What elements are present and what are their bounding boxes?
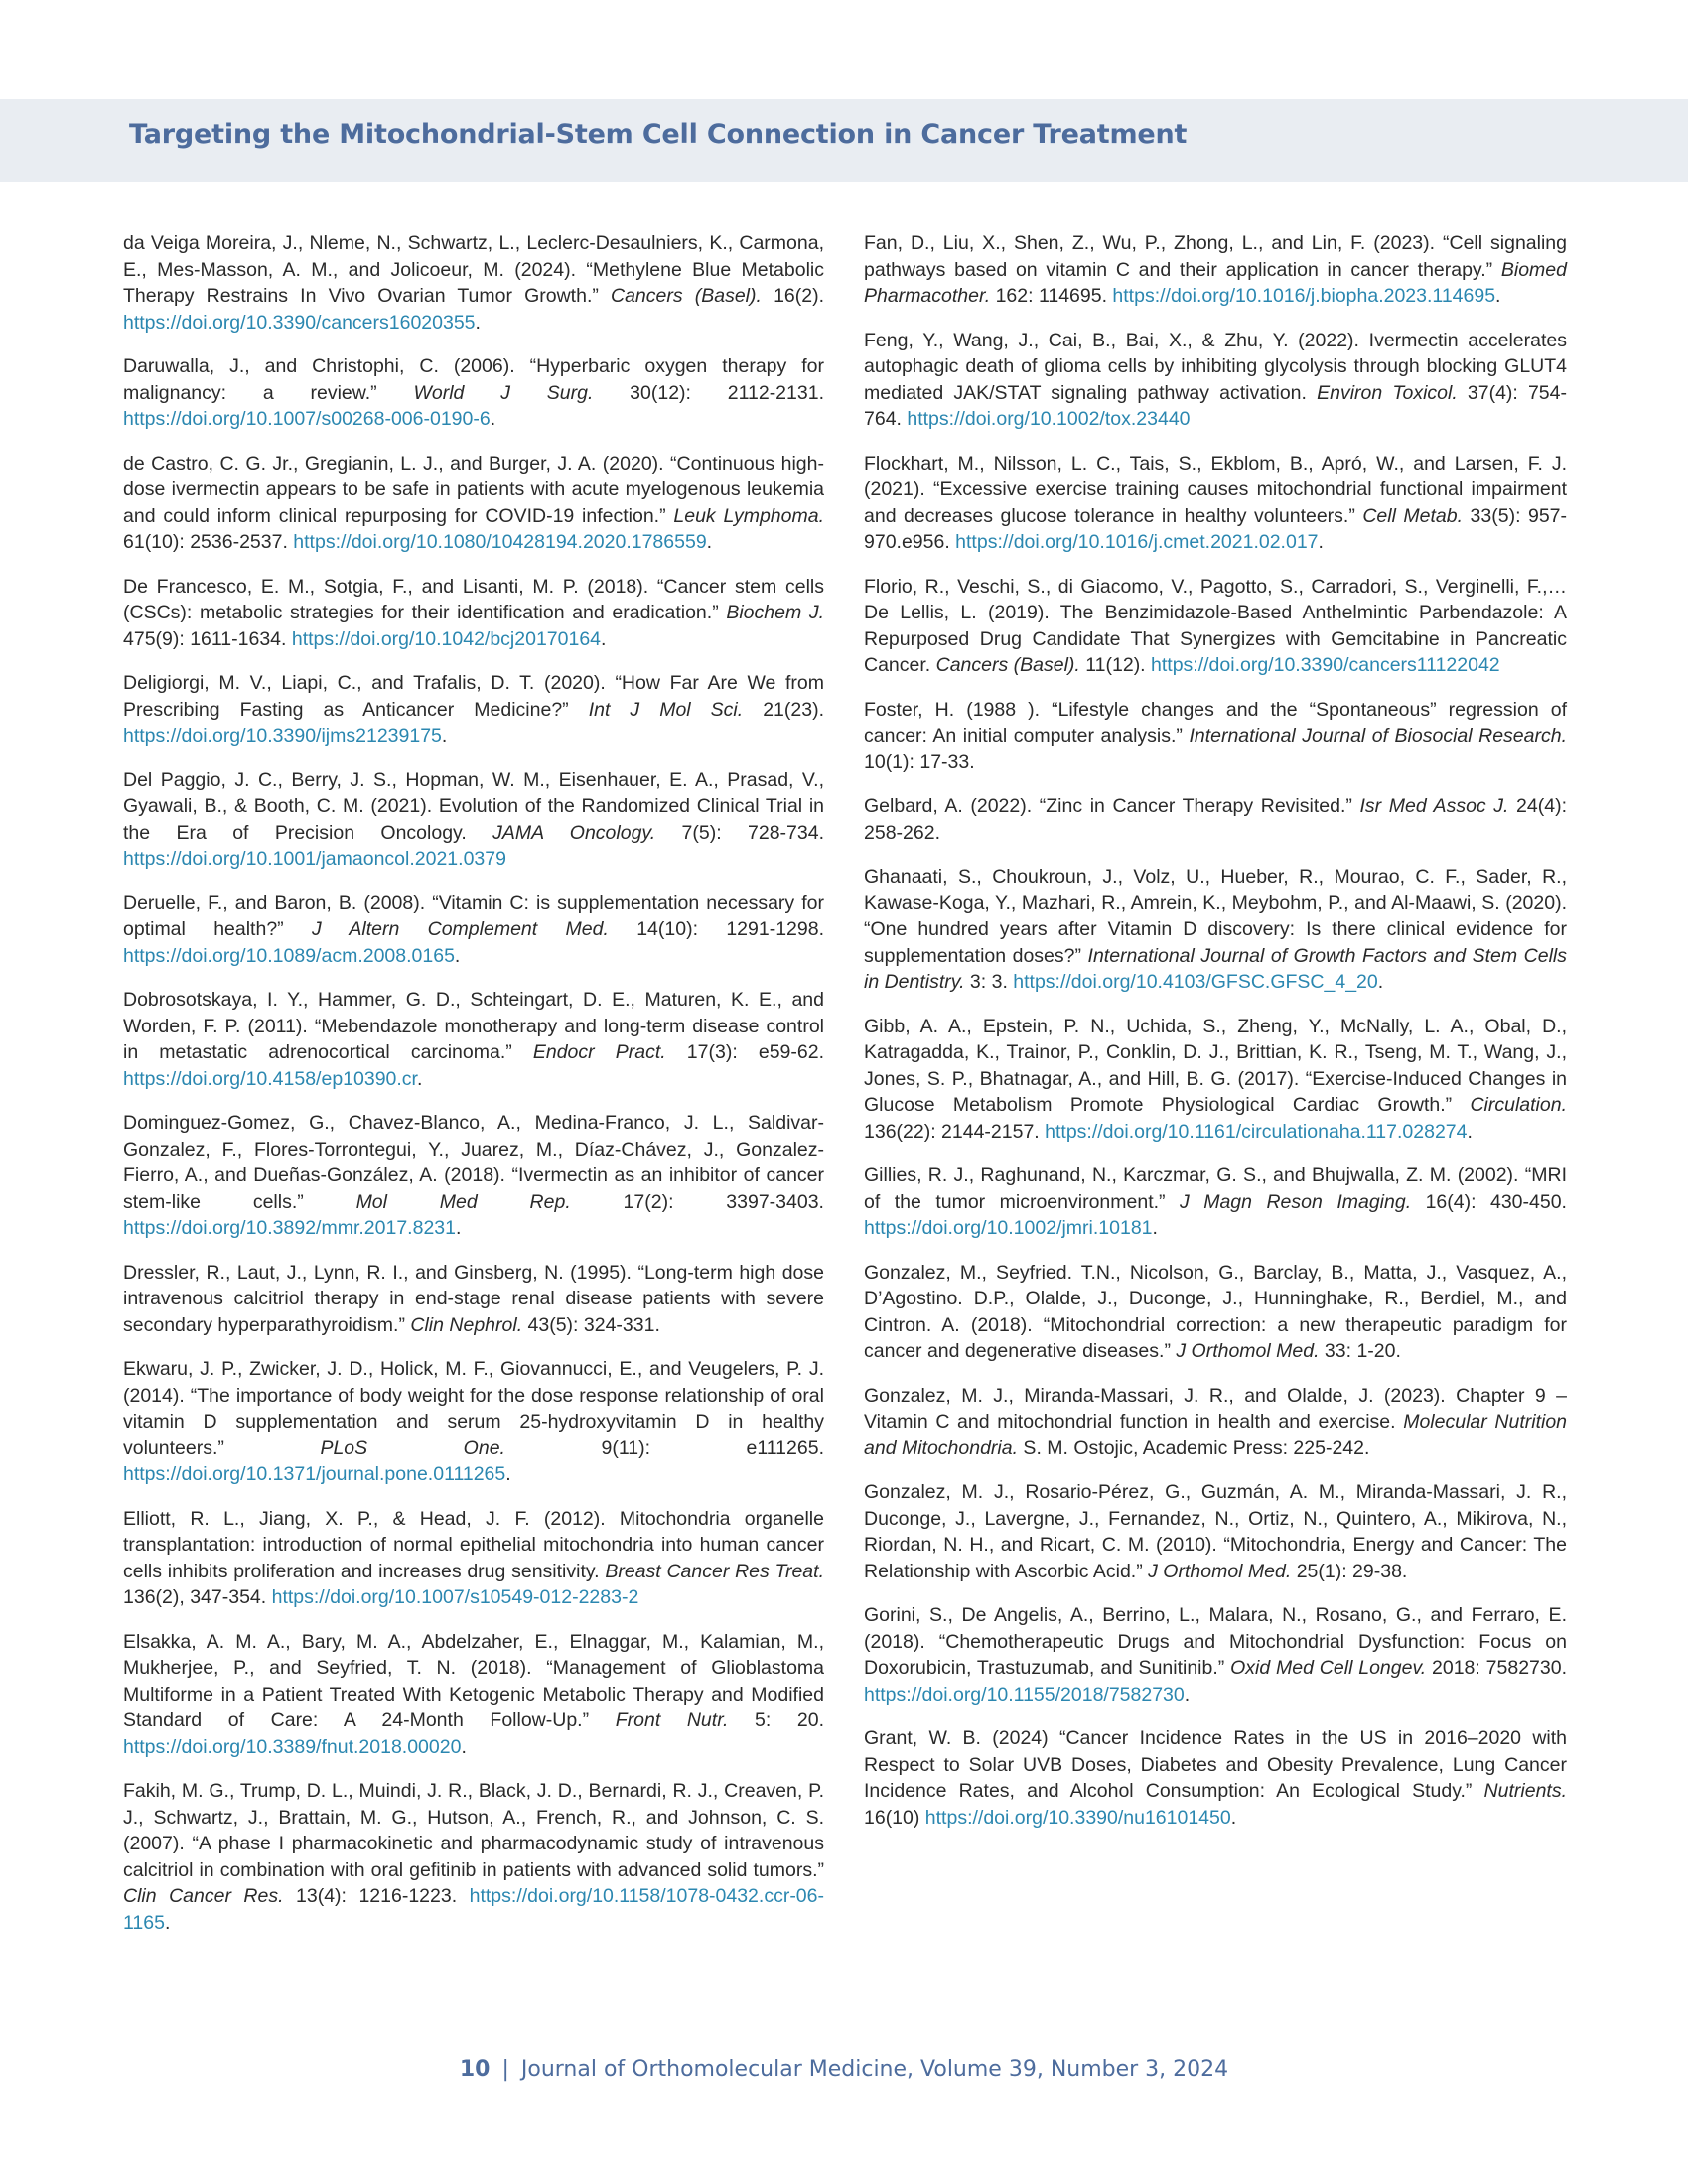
reference-doi-link[interactable]: https://doi.org/10.1001/jamaoncol.2021.0379 (123, 848, 506, 870)
reference-details: 25(1): 29-38. (1291, 1560, 1408, 1582)
reference-journal: Clin Cancer Res. (123, 1885, 284, 1907)
reference-doi-link[interactable]: https://doi.org/10.3892/mmr.2017.8231 (123, 1217, 456, 1239)
reference-text: Gonzalez, M. J., Miranda-Massari, J. R., and Olalde, J. (2023). Chapter 9 – Vitamin C and mitochondrial function in health and exercise. (864, 1384, 1567, 1433)
reference-doi-link[interactable]: https://doi.org/10.1007/s00268-006-0190-6 (123, 408, 491, 430)
reference-details: 9(11): e111265. (504, 1436, 824, 1459)
reference-end: . (1318, 531, 1324, 553)
reference-journal: JAMA Oncology. (492, 821, 656, 844)
reference-entry (864, 697, 1567, 776)
reference-journal: Breast Cancer Res Treat. (605, 1560, 824, 1582)
reference-journal: J Altern Complement Med. (312, 918, 609, 940)
reference-details: 17(3): e59-62. (665, 1041, 824, 1063)
reference-journal: Nutrients. (1483, 1780, 1567, 1802)
reference-text: Daruwalla, J., and Christophi, C. (2006). “Hyperbaric oxygen therapy for malignancy: a review.” (123, 355, 824, 404)
reference-entry (123, 574, 824, 653)
reference-text: Ekwaru, J. P., Zwicker, J. D., Holick, M. F., Giovannucci, E., and Veugelers, P. J. (2014). “The importance of body weight for the dose response relationship of oral vitamin D supplementation and serum 25-hydroxyvitamin D in healthy volunteers.” (123, 1358, 824, 1459)
reference-details: 33(5): 957-970.e956. (864, 504, 1568, 553)
reference-entry (123, 1356, 824, 1488)
reference-journal: Cell Metab. (1362, 504, 1464, 527)
reference-doi-link[interactable]: https://doi.org/10.3390/cancers11122042 (1151, 654, 1500, 676)
reference-journal: J Orthomol Med. (1176, 1340, 1320, 1362)
reference-details: 30(12): 2112-2131. (593, 381, 824, 404)
reference-journal: International Journal of Growth Factors and Stem Cells in Dentistry. (864, 944, 1567, 993)
reference-text: Del Paggio, J. C., Berry, J. S., Hopman, W. M., Eisenhauer, E. A., Prasad, V., Gyawali, B., & Booth, C. M. (2021). Evolution of the Randomized Clinical Trial in the Era of Precision Oncology. (123, 768, 824, 844)
reference-text: da Veiga Moreira, J., Nleme, N., Schwartz, L., Leclerc-Desaulniers, K., Carmona, E., Mes-Masson, A. M., and Jolicoeur, M. (2024). “Methylene Blue Metabolic Therapy Restrains In Vivo Ovarian Tumor Growth.” (123, 232, 824, 307)
reference-journal: Biomed Pharmacother. (864, 258, 1567, 307)
reference-details: 17(2): 3397-3403. (570, 1190, 824, 1213)
reference-entry (123, 767, 824, 873)
reference-details: 43(5): 324-331. (522, 1313, 660, 1336)
reference-text: Fan, D., Liu, X., Shen, Z., Wu, P., Zhong, L., and Lin, F. (2023). “Cell signaling pathways based on vitamin C and their application in cancer therapy.” (864, 232, 1567, 281)
reference-doi-link[interactable]: https://doi.org/10.1155/2018/7582730 (864, 1683, 1185, 1706)
reference-journal: Cancers (Basel). (935, 654, 1080, 676)
reference-text: Deligiorgi, M. V., Liapi, C., and Trafalis, D. T. (2020). “How Far Are We from Prescribing Fasting as Anticancer Medicine?” (123, 672, 824, 721)
reference-text: Gelbard, A. (2022). “Zinc in Cancer Therapy Revisited.” (864, 795, 1360, 817)
reference-journal: Biochem J. (726, 602, 824, 623)
reference-entry (864, 574, 1567, 679)
reference-text: Dobrosotskaya, I. Y., Hammer, G. D., Schteingart, D. E., Maturen, K. E., and Worden, F. P. (2011). “Mebendazole monotherapy and long-term disease control in metastatic adrenocortical carcinoma.” (123, 989, 824, 1063)
reference-doi-link[interactable]: https://doi.org/10.1089/acm.2008.0165 (123, 944, 455, 967)
references-left-column (123, 230, 824, 1954)
reference-details: 162: 114695. (990, 285, 1113, 307)
reference-entry (123, 1110, 824, 1242)
reference-details: 10(1): 17-33. (864, 751, 975, 773)
reference-entry (123, 890, 824, 970)
reference-details: 136(22): 2144-2157. (864, 1120, 1046, 1143)
reference-text: De Francesco, E. M., Sotgia, F., and Lisanti, M. P. (2018). “Cancer stem cells (CSCs): metabolic strategies for their identification and eradication.” (123, 575, 824, 623)
reference-text: Gorini, S., De Angelis, A., Berrino, L., Malara, N., Rosano, G., and Ferraro, E. (2018). “Chemotherapeutic Drugs and Mitochondrial Dysfunction: Focus on Doxorubicin, Trastuzumab, and Sunitinib.” (864, 1604, 1567, 1679)
reference-doi-link[interactable]: https://doi.org/10.1161/circulationaha.117.028274 (1045, 1120, 1468, 1143)
reference-text: Dominguez-Gomez, G., Chavez-Blanco, A., Medina-Franco, J. L., Saldivar-Gonzalez, F., Flores-Torrontegui, Y., Juarez, M., Díaz-Chávez, J., Gonzalez-Fierro, A., and Dueñas-González, A. (2018). “Ivermectin as an inhibitor of cancer stem-like cells.” (123, 1112, 824, 1213)
reference-journal: Front Nutr. (615, 1709, 729, 1731)
reference-text: Gillies, R. J., Raghunand, N., Karczmar, G. S., and Bhujwalla, Z. M. (2002). “MRI of the tumor microenvironment.” (864, 1164, 1567, 1213)
reference-details: 2018: 7582730. (1426, 1657, 1567, 1679)
reference-end: . (505, 1463, 511, 1485)
reference-doi-link[interactable]: https://doi.org/10.3390/ijms21239175 (123, 725, 442, 747)
reference-text: Gibb, A. A., Epstein, P. N., Uchida, S., Zheng, Y., McNally, L. A., Obal, D., Katragadda, K., Trainor, P., Conklin, D. J., Brittian, K. R., Tseng, M. T., Wang, J., Jones, S. P., Bhatnagar, A., and Hill, B. G. (2017). “Exercise-Induced Changes in Glucose Metabolism Promote Physiological Cardiac Growth.” (864, 1015, 1567, 1116)
reference-details: 475(9): 1611-1634. (123, 627, 292, 650)
reference-journal: Cancers (Basel). (611, 285, 762, 307)
reference-doi-link[interactable]: https://doi.org/10.4158/ep10390.cr (123, 1067, 417, 1090)
reference-details: 16(4): 430-450. (1411, 1190, 1567, 1213)
page-footer (0, 2057, 1688, 2082)
reference-entry (123, 1260, 824, 1339)
reference-journal: Isr Med Assoc J. (1359, 795, 1509, 817)
reference-entry (123, 1778, 824, 1936)
references-right-column (864, 230, 1567, 1848)
reference-entry (864, 1725, 1567, 1831)
reference-journal: Endocr Pract. (532, 1041, 666, 1063)
reference-entry (123, 1629, 824, 1761)
reference-entry (864, 328, 1567, 433)
reference-details: 14(10): 1291-1298. (608, 918, 824, 940)
reference-end: . (490, 408, 496, 430)
reference-journal: J Orthomol Med. (1148, 1560, 1292, 1582)
reference-journal: World J Surg. (413, 381, 594, 404)
reference-journal: Int J Mol Sci. (588, 698, 744, 721)
reference-details: 33: 1-20. (1319, 1340, 1401, 1362)
reference-entry (123, 451, 824, 556)
reference-details: 16(2). (761, 285, 825, 307)
reference-text: Flockhart, M., Nilsson, L. C., Tais, S., Ekblom, B., Apró, W., and Larsen, F. J. (2021). “Excessive exercise training causes mitochondrial functional impairment and decreases glucose tolerance in healthy volunteers.” (864, 452, 1567, 527)
reference-doi-link[interactable]: https://doi.org/10.3390/cancers16020355 (123, 311, 476, 334)
reference-end: . (601, 627, 607, 650)
reference-entry (864, 1162, 1567, 1242)
reference-end: . (1184, 1683, 1191, 1706)
reference-end: . (1152, 1217, 1158, 1239)
journal-citation: Journal of Orthomolecular Medicine, Volume 39, Number 3, 2024 (520, 2057, 1229, 2082)
reference-end: . (455, 1217, 462, 1239)
reference-details: 7(5): 728-734. (655, 821, 824, 844)
reference-details: 11(12). (1079, 654, 1152, 676)
reference-entry (123, 1506, 824, 1611)
reference-entry (123, 987, 824, 1092)
reference-end: . (1230, 1806, 1237, 1829)
reference-entry (864, 1260, 1567, 1365)
reference-journal: Molecular Nutrition and Mitochondria. (864, 1411, 1568, 1459)
reference-doi-link[interactable]: https://doi.org/10.1158/1078-0432.ccr-06-1165 (123, 1885, 824, 1934)
reference-end: . (461, 1735, 467, 1758)
reference-details: 61(10): 2536-2537. (123, 531, 294, 553)
reference-text: Dressler, R., Laut, J., Lynn, R. I., and Ginsberg, N. (1995). “Long-term high dose intravenous calcitriol therapy in end-stage renal disease patients with severe secondary hyperparathyroidism.” (123, 1261, 824, 1336)
page-number: 10 (459, 2057, 491, 2082)
reference-details: 136(2), 347-354. (123, 1586, 272, 1608)
reference-doi-link[interactable]: https://doi.org/10.1042/bcj20170164 (291, 627, 602, 650)
reference-entry (864, 230, 1567, 310)
reference-details: 13(4): 1216-1223. (283, 1885, 470, 1907)
reference-doi-link[interactable]: https://doi.org/10.1002/tox.23440 (907, 408, 1191, 430)
reference-text: Gonzalez, M. J., Rosario-Pérez, G., Guzmán, A. M., Miranda-Massari, J. R., Duconge, J., Lavergne, J., Fernandez, N., Ortiz, N., Quintero, A., Mikirova, N., Riordan, N. H., and Ricart, C. M. (2010). “Mitochondria, Energy and Cancer: The Relationship with Ascorbic Acid.” (864, 1481, 1567, 1582)
page-title: Targeting the Mitochondrial-Stem Cell Connection in Cancer Treatment (129, 119, 1188, 150)
reference-doi-link[interactable]: https://doi.org/10.1371/journal.pone.0111265 (123, 1463, 506, 1485)
reference-entry (864, 451, 1567, 556)
reference-text: Grant, W. B. (2024) “Cancer Incidence Rates in the US in 2016–2020 with Respect to Solar UVB Doses, Diabetes and Obesity Prevalence, Lung Cancer Incidence Rates, and Alcohol Consumption: An Ecological Study.” (864, 1727, 1567, 1802)
reference-journal: Mol Med Rep. (355, 1190, 571, 1213)
reference-details: 37(4): 754-764. (864, 381, 1567, 430)
reference-text: Gonzalez, M., Seyfried. T.N., Nicolson, G., Barclay, B., Matta, J., Vasquez, A., D’Agostino. D.P., Olalde, J., Duconge, J., Hunninghake, R., Berdiel, M., and Cintron. A. (2018). “Mitochondrial correction: a new therapeutic paradigm for cancer and degenerative diseases.” (864, 1261, 1567, 1362)
reference-text: Elsakka, A. M. A., Bary, M. A., Abdelzaher, E., Elnaggar, M., Kalamian, M., Mukherjee, P., and Seyfried, T. N. (2018). “Management of Glioblastoma Multiforme in a Patient Treated With Ketogenic Metabolic Therapy and Modified Standard of Care: A 24-Month Follow-Up.” (123, 1630, 824, 1731)
reference-end: . (706, 531, 713, 553)
reference-text: Feng, Y., Wang, J., Cai, B., Bai, X., & Zhu, Y. (2022). Ivermectin accelerates autophagic death of glioma cells by inhibiting glycolysis through blocking GLUT4 mediated JAK/STAT signaling pathway activation. (864, 329, 1567, 404)
reference-entry (864, 1602, 1567, 1707)
reference-doi-link[interactable]: https://doi.org/10.3390/nu16101450 (924, 1806, 1231, 1829)
reference-end: . (164, 1911, 171, 1934)
reference-entry (864, 1479, 1567, 1584)
reference-text: Fakih, M. G., Trump, D. L., Muindi, J. R., Black, J. D., Bernardi, R. J., Creaven, P. J., Schwartz, J., Brattain, M. G., Hutson, A., French, R., and Johnson, C. S. (2007). “A phase I pharmacokinetic and pharmacodynamic study of intravenous calcitriol in combination with oral gefitinib in patients with advanced solid tumors.” (123, 1780, 824, 1881)
reference-doi-link[interactable]: https://doi.org/10.1002/jmri.10181 (864, 1217, 1153, 1239)
reference-doi-link[interactable]: https://doi.org/10.1080/10428194.2020.1786559 (293, 531, 707, 553)
reference-entry (123, 230, 824, 336)
reference-doi-link[interactable]: https://doi.org/10.1016/j.biopha.2023.114695 (1112, 285, 1496, 307)
reference-text: Ghanaati, S., Choukroun, J., Volz, U., Hueber, R., Mourao, C. F., Sader, R., Kawase-Koga, Y., Mazhari, R., Amrein, K., Meybohm, P., and Al-Maawi, S. (2020). “One hundred years after Vitamin D discovery: Is there clinical evidence for supplementation doses?” (864, 866, 1567, 967)
reference-entry (123, 353, 824, 433)
reference-text: Elliott, R. L., Jiang, X. P., & Head, J. F. (2012). Mitochondria organelle transplantation: introduction of normal epithelial mitochondria into human cancer cells inhibits proliferation and increases drug sensitivity. (123, 1507, 824, 1582)
reference-text: Foster, H. (1988 ). “Lifestyle changes and the “Spontaneous” regression of cancer: An initial computer analysis.” (864, 698, 1567, 747)
reference-text: Deruelle, F., and Baron, B. (2008). “Vitamin C: is supplementation necessary for optimal health?” (123, 891, 824, 940)
reference-journal: J Magn Reson Imaging. (1180, 1190, 1412, 1213)
reference-entry (864, 793, 1567, 846)
reference-end: . (1467, 1120, 1473, 1143)
reference-doi-link[interactable]: https://doi.org/10.4103/GFSC.GFSC_4_20 (1013, 971, 1378, 993)
reference-journal: Oxid Med Cell Longev. (1230, 1657, 1427, 1679)
reference-journal: Clin Nephrol. (410, 1313, 523, 1336)
reference-entry (864, 1014, 1567, 1146)
reference-end: . (475, 311, 481, 334)
reference-journal: Leuk Lymphoma. (673, 504, 824, 527)
reference-details: 5: 20. (728, 1709, 824, 1731)
reference-details: 3: 3. (964, 971, 1014, 993)
reference-entry (864, 1383, 1567, 1462)
reference-text: de Castro, C. G. Jr., Gregianin, L. J., and Burger, J. A. (2020). “Continuous high-dose ivermectin appears to be safe in patients with acute myelogenous leukemia and could inform clinical repurposing for COVID-19 infection.” (123, 452, 824, 527)
reference-entry (864, 864, 1567, 996)
reference-journal: International Journal of Biosocial Research. (1189, 725, 1567, 747)
reference-entry (123, 670, 824, 750)
reference-journal: Environ Toxicol. (1317, 381, 1458, 404)
reference-end: . (441, 725, 448, 747)
footer-separator: | (501, 2057, 509, 2082)
reference-details: S. M. Ostojic, Academic Press: 225-242. (1018, 1436, 1370, 1459)
reference-end: . (1377, 971, 1384, 993)
reference-details: 16(10) (864, 1806, 925, 1829)
reference-end: . (416, 1067, 423, 1090)
reference-details: 24(4): 258-262. (864, 795, 1567, 844)
reference-journal: PLoS One. (320, 1436, 505, 1459)
reference-doi-link[interactable]: https://doi.org/10.1007/s10549-012-2283-2 (271, 1586, 639, 1608)
reference-doi-link[interactable]: https://doi.org/10.3389/fnut.2018.00020 (123, 1735, 462, 1758)
reference-details: 21(23). (743, 698, 824, 721)
reference-end: . (1495, 285, 1501, 307)
reference-text: Florio, R., Veschi, S., di Giacomo, V., Pagotto, S., Carradori, S., Verginelli, F.,…De Lellis, L. (2019). The Benzimidazole-Based Anthelmintic Parbendazole: A Repurposed Drug Candidate That Synergizes with Gemcitabine in Pancreatic Cancer. (864, 575, 1567, 676)
reference-journal: Circulation. (1470, 1094, 1567, 1116)
reference-doi-link[interactable]: https://doi.org/10.1016/j.cmet.2021.02.017 (955, 531, 1319, 553)
reference-end: . (454, 944, 461, 967)
